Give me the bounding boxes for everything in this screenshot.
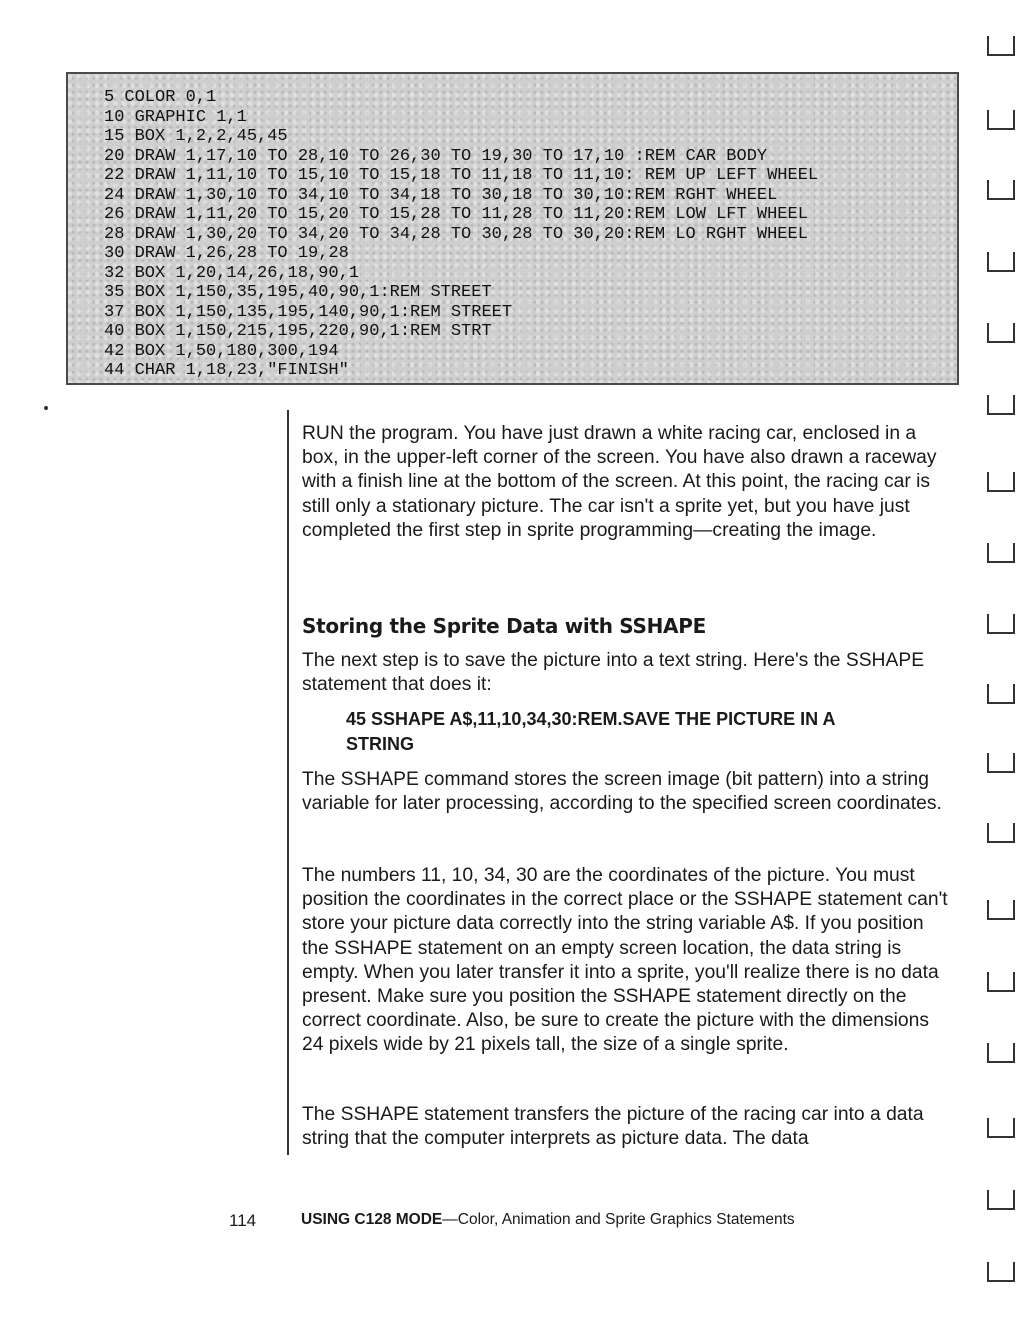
index-tab <box>987 614 1015 634</box>
code-line: 20 DRAW 1,17,10 TO 28,10 TO 26,30 TO 19,30 TO 17,10 :REM CAR BODY <box>104 146 768 166</box>
running-footer <box>301 1211 795 1229</box>
index-tab <box>987 972 1015 992</box>
code-line: 15 BOX 1,2,2,45,45 <box>104 127 288 146</box>
program-listing-box <box>66 72 959 385</box>
code-line: 5 COLOR 0,1 <box>104 88 217 107</box>
index-tab <box>987 684 1015 704</box>
index-tab <box>987 472 1015 492</box>
index-tab <box>987 1262 1015 1282</box>
code-line: 28 DRAW 1,30,20 TO 34,20 TO 34,28 TO 30,28 TO 30,20:REM LO RGHT WHEEL <box>104 224 808 244</box>
index-tab <box>987 1118 1015 1138</box>
body-paragraph: The SSHAPE statement transfers the picture of the racing car into a data string that the computer interprets as picture data. The data <box>302 1104 924 1150</box>
index-tab <box>987 395 1015 415</box>
code-line: 26 DRAW 1,11,20 TO 15,20 TO 15,28 TO 11,28 TO 11,20:REM LOW LFT WHEEL <box>104 205 808 224</box>
index-tab <box>987 1190 1015 1210</box>
index-tab <box>987 543 1015 563</box>
section-heading: Storing the Sprite Data with SSHAPE <box>302 614 706 638</box>
index-tab <box>987 110 1015 130</box>
index-tab <box>987 180 1015 200</box>
code-line: 35 BOX 1,150,35,195,40,90,1:REM STREET <box>104 283 492 302</box>
body-paragraph: The numbers 11, 10, 34, 30 are the coordinates of the picture. You must position the coordinates in the correct place or the SSHAPE statement can't store your picture data correctly into the string variable A$. If you position the SSHAPE statement on an empty screen location, the data string is empty. When you later transfer it into a sprite, you'll realize there is no data present. Make sure you position the SSHAPE statement directly on the correct coordinate. Also, be sure to create the picture with the dimensions 24 pixels wide by 21 pixels tall, the size of a single sprite. <box>302 865 948 1056</box>
page-number: 114 <box>229 1211 257 1230</box>
index-tab <box>987 323 1015 343</box>
margin-rule <box>287 410 289 1155</box>
body-paragraph: RUN the program. You have just drawn a white racing car, enclosed in a box, in the upper-left corner of the screen. You have also drawn a raceway with a finish line at the bottom of the screen. At this point, the racing car is still only a stationary picture. The car isn't a sprite yet, but you have just completed the first step in sprite programming—creating the image. <box>302 423 937 541</box>
index-tab <box>987 252 1015 272</box>
code-line: 24 DRAW 1,30,10 TO 34,10 TO 34,18 TO 30,18 TO 30,10:REM RGHT WHEEL <box>104 185 778 205</box>
code-line: 42 BOX 1,50,180,300,194 <box>104 341 339 361</box>
code-line: 37 BOX 1,150,135,195,140,90,1:REM STREET <box>104 302 513 322</box>
code-line: 10 GRAPHIC 1,1 <box>104 107 247 127</box>
index-tab <box>987 753 1015 773</box>
code-line: 32 BOX 1,20,14,26,18,90,1 <box>104 263 360 283</box>
body-paragraph: The SSHAPE command stores the screen image (bit pattern) into a string variable for later processing, according to the specified screen coordinates. <box>302 769 942 815</box>
footer-title-bold: USING C128 MODE <box>301 1211 443 1228</box>
index-tab <box>987 900 1015 920</box>
index-tab <box>987 36 1015 56</box>
code-line: 22 DRAW 1,11,10 TO 15,10 TO 15,18 TO 11,18 TO 11,10: REM UP LEFT WHEEL <box>104 166 819 185</box>
sshape-statement: 45 SSHAPE A$,11,10,34,30:REM.SAVE THE PICTURE IN A STRING <box>346 709 835 754</box>
index-tab <box>987 823 1015 843</box>
code-line: 44 CHAR 1,18,23,"FINISH" <box>104 361 349 380</box>
index-tab <box>987 1043 1015 1063</box>
body-paragraph: The next step is to save the picture into a text string. Here's the SSHAPE statement that does it: <box>302 650 925 696</box>
code-line: 30 DRAW 1,26,28 TO 19,28 <box>104 244 349 263</box>
code-line: 40 BOX 1,150,215,195,220,90,1:REM STRT <box>104 322 492 341</box>
scan-speck <box>44 406 48 410</box>
footer-title-rest: —Color, Animation and Sprite Graphics Statements <box>442 1211 795 1228</box>
